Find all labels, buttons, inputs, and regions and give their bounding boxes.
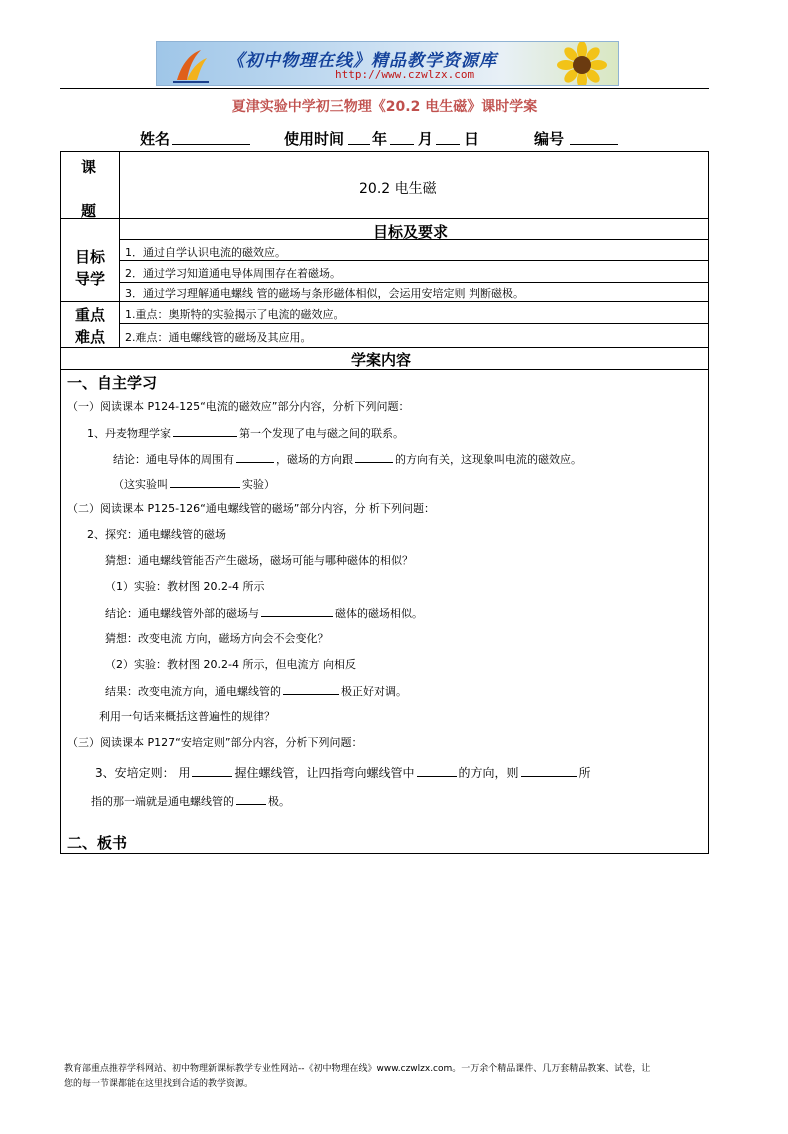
goals-label-2: 导学 bbox=[75, 270, 106, 288]
question-2-guess-1: 猜想：通电螺线管能否产生磁场，磁场可能与哪种磁体的相似？ bbox=[105, 554, 413, 567]
banner bbox=[156, 41, 619, 86]
topic-label-2: 题 bbox=[81, 202, 97, 220]
page-footer bbox=[64, 1062, 724, 1092]
goal-item: 1．通过自学认识电流的磁效应。 bbox=[125, 246, 286, 259]
part-2-intro: （二）阅读课本 P125-126“通电螺线管的磁场”部分内容，分 析下列问题： bbox=[67, 502, 435, 515]
part-3-intro: （三）阅读课本 P127“安培定则”部分内容，分析下列问题： bbox=[67, 736, 363, 749]
question-3: 3、安培定则： 用 握住螺线管，让四指弯向螺线管中 的方向，则 所 bbox=[95, 766, 591, 780]
year-label: 年 bbox=[372, 130, 388, 148]
number-label: 编号 bbox=[534, 130, 565, 148]
topic-value: 20.2 电生磁 bbox=[359, 181, 437, 197]
answer-blank[interactable] bbox=[417, 764, 457, 777]
topic-label-1: 课 bbox=[81, 158, 97, 176]
section-1-title: 一、自主学习 bbox=[67, 374, 158, 392]
answer-blank[interactable] bbox=[173, 424, 237, 437]
goals-label-1: 目标 bbox=[75, 248, 106, 266]
month-field[interactable] bbox=[390, 128, 414, 145]
goals-header: 目标及要求 bbox=[373, 223, 449, 241]
content-header: 学案内容 bbox=[351, 351, 412, 369]
question-2-experiment-2: （2）实验：教材图 20.2-4 所示，但电流方 向相反 bbox=[105, 658, 356, 671]
question-1-conclusion: 结论：通电导体的周围有 ，磁场的方向跟 的方向有关，这现象叫电流的磁效应。 bbox=[113, 450, 582, 467]
key-point-item: 2.难点：通电螺线管的磁场及其应用。 bbox=[125, 331, 312, 344]
answer-blank[interactable] bbox=[261, 604, 333, 617]
question-2-result: 结果：改变电流方向，通电螺线管的 极正好对调。 bbox=[105, 682, 407, 699]
page-title: 夏津实验中学初三物理《20.2 电生磁》课时学案 bbox=[231, 99, 538, 115]
day-field[interactable] bbox=[436, 128, 460, 145]
question-3-continued: 指的那一端就是通电螺线管的 极。 bbox=[91, 792, 290, 809]
answer-blank[interactable] bbox=[236, 792, 266, 805]
banner-title: 《初中物理在线》精品教学资源库 bbox=[227, 51, 497, 71]
day-label: 日 bbox=[464, 130, 480, 148]
banner-url[interactable]: http://www.czwlzx.com bbox=[335, 68, 475, 81]
answer-blank[interactable] bbox=[283, 682, 339, 695]
use-time-label: 使用时间 bbox=[284, 130, 345, 148]
number-field[interactable] bbox=[570, 128, 618, 145]
sunflower-icon bbox=[552, 42, 612, 86]
question-1-experiment: （这实验叫 实验） bbox=[113, 475, 275, 492]
section-2-title: 二、板书 bbox=[67, 834, 128, 852]
answer-blank[interactable] bbox=[170, 475, 240, 488]
question-2-conclusion: 结论：通电螺线管外部的磁场与 磁体的磁场相似。 bbox=[105, 604, 423, 621]
answer-blank[interactable] bbox=[236, 450, 274, 463]
header-divider bbox=[60, 88, 709, 89]
answer-blank[interactable] bbox=[192, 764, 232, 777]
question-2-guess-2: 猜想：改变电流 方向，磁场方向会不会变化？ bbox=[105, 632, 329, 645]
goal-item: 2．通过学习知道通电导体周围存在着磁场。 bbox=[125, 267, 341, 280]
key-point-item: 1.重点：奥斯特的实验揭示了电流的磁效应。 bbox=[125, 308, 345, 321]
footer-line-2: 您的每一节课都能在这里找到合适的教学资源。 bbox=[64, 1079, 254, 1089]
answer-blank[interactable] bbox=[521, 764, 577, 777]
key-label-1: 重点 bbox=[75, 306, 106, 324]
name-label: 姓名 bbox=[140, 130, 171, 148]
site-logo-icon bbox=[171, 46, 211, 84]
goal-item: 3．通过学习理解通电螺线 管的磁场与条形磁体相似，会运用安培定则 判断磁极。 bbox=[125, 287, 524, 300]
name-field[interactable] bbox=[172, 128, 250, 145]
footer-line-1: 教育部重点推荐学科网站、初中物理新课标教学专业性网站--《初中物理在线》www.czwlzx.com。一万余个精品课件、几万套精品教案、试卷，让 bbox=[64, 1064, 651, 1074]
lesson-table bbox=[60, 151, 709, 854]
year-field[interactable] bbox=[348, 128, 370, 145]
month-label: 月 bbox=[418, 130, 434, 148]
question-1: 1、丹麦物理学家 第一个发现了电与磁之间的联系。 bbox=[87, 424, 404, 441]
key-label-2: 难点 bbox=[75, 328, 106, 346]
question-2-title: 2、探究：通电螺线管的磁场 bbox=[87, 528, 226, 541]
answer-blank[interactable] bbox=[355, 450, 393, 463]
part-1-intro: （一）阅读课本 P124-125“电流的磁效应”部分内容，分析下列问题： bbox=[67, 400, 410, 413]
question-2-rule: 利用一句话来概括这普遍性的规律？ bbox=[99, 710, 275, 723]
question-2-experiment-1: （1）实验：教材图 20.2-4 所示 bbox=[105, 580, 265, 593]
